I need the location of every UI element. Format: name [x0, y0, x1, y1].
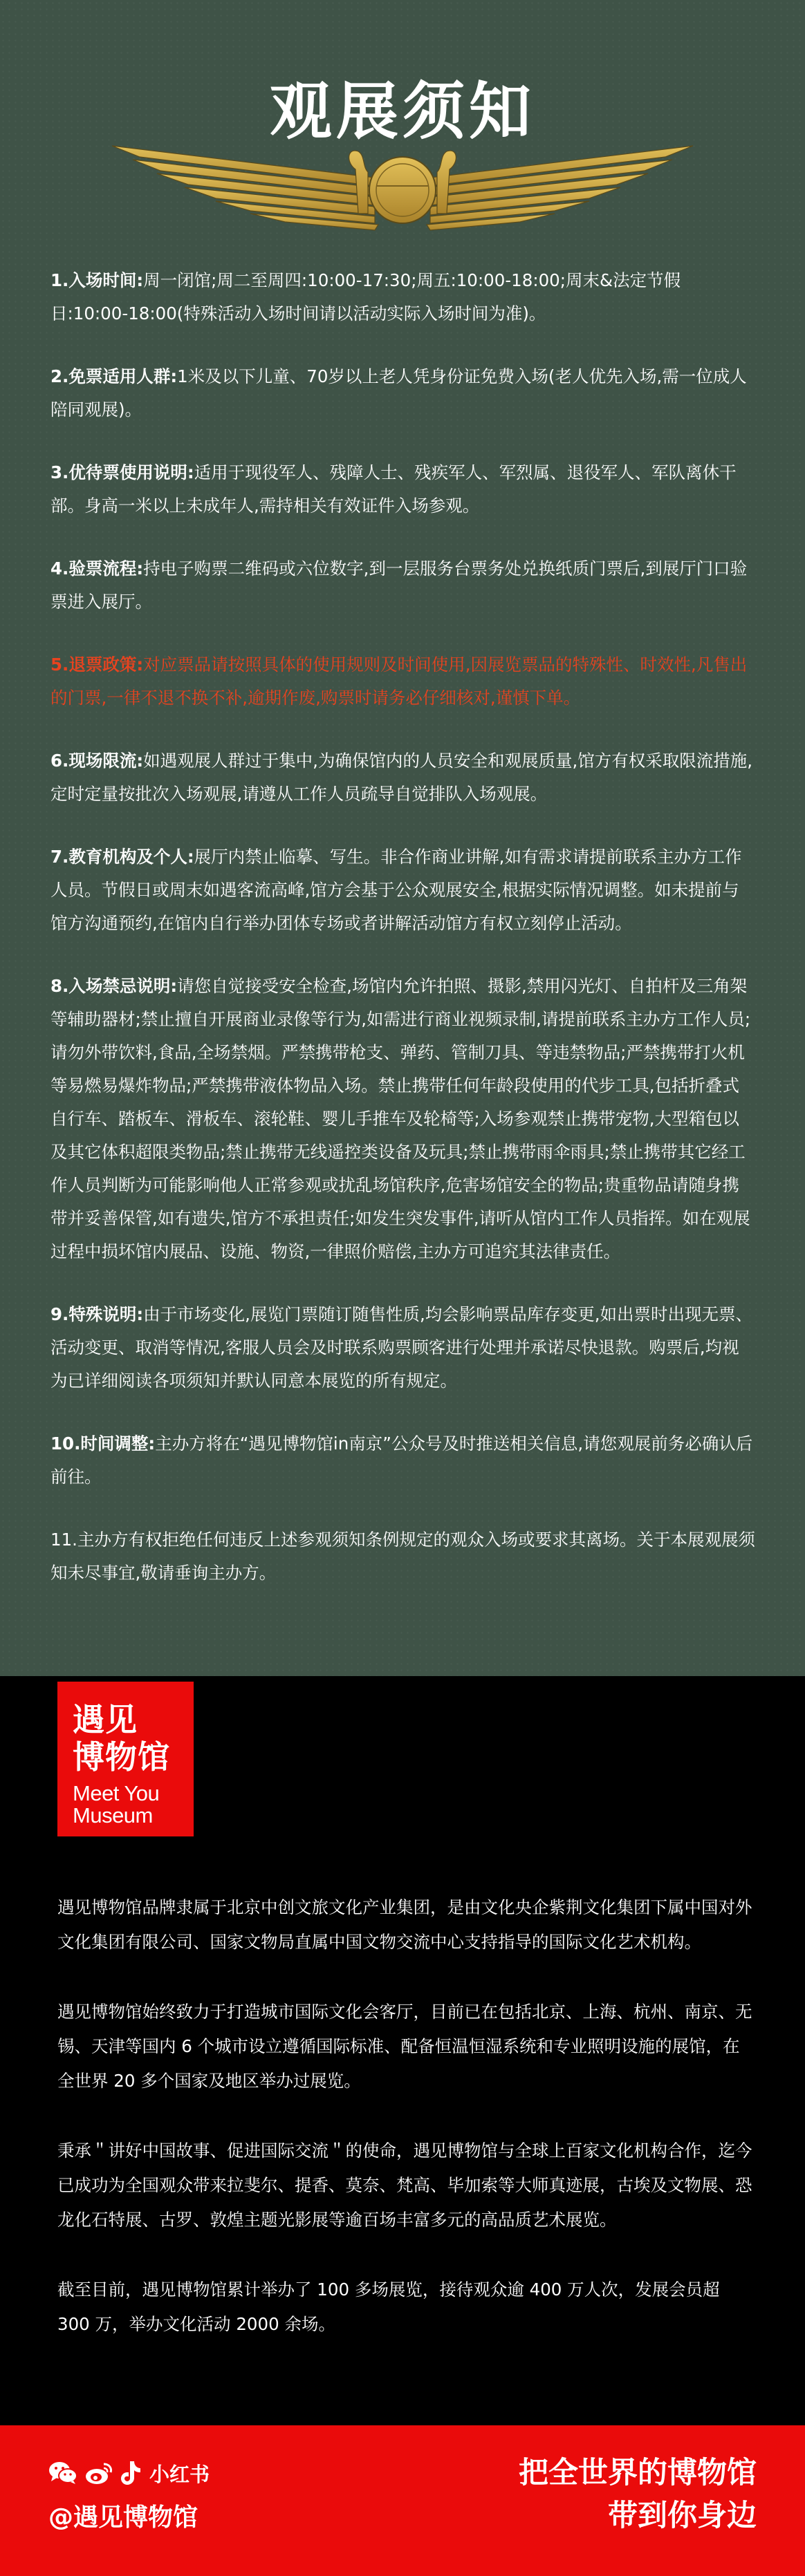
- rule-text: 持电子购票二维码或六位数字,到一层服务台票务处兑换纸质门票后,到展厅门口验票进入展厅。: [50, 558, 748, 612]
- rule-item: [50, 1427, 756, 1494]
- rule-item: [50, 456, 756, 523]
- rule-item: [50, 552, 756, 619]
- about-paragraph: 截至目前，遇见博物馆累计举办了 100 多场展览，接待观众逾 400 万人次，发展会员超 300 万，举办文化活动 2000 余场。: [57, 2279, 720, 2334]
- rule-item: [50, 970, 756, 1268]
- footer: [0, 2425, 805, 2576]
- about-paragraph: 遇见博物馆始终致力于打造城市国际文化会客厅，目前已在包括北京、上海、杭州、南京、无锡、天津等国内 6 个城市设立遵循国际标准、配备恒温恒湿系统和专业照明设施的展馆，在全世界 20 多个国家及地区举办过展览。: [57, 2002, 752, 2091]
- account-handle: @遇见博物馆: [48, 2503, 198, 2532]
- winged-sun-emblem-icon: [112, 142, 693, 245]
- logo-cn-line1: 遇见: [73, 1701, 138, 1738]
- brand-about: [57, 1890, 756, 2377]
- rule-label: 4.验票流程:: [50, 558, 144, 579]
- rule-text: 如遇观展人群过于集中,为确保馆内的人员安全和观展质量,馆方有权采取限流措施,定时定量按批次入场观展,请遵从工作人员疏导自觉排队入场观展。: [50, 751, 753, 804]
- about-paragraph: 遇见博物馆品牌隶属于北京中创文旅文化产业集团，是由文化央企紫荆文化集团下属中国对外文化集团有限公司、国家文物局直属中国文物交流中心支持指导的国际文化艺术机构。: [57, 1897, 752, 1952]
- slogan-line2: 带到你身边: [608, 2499, 757, 2533]
- wechat-icon[interactable]: [48, 2460, 77, 2489]
- rule-item: [50, 360, 756, 426]
- logo-cn-line2: 博物馆: [73, 1738, 170, 1776]
- rule-label: 6.现场限流:: [50, 751, 144, 771]
- rule-text: 展厅内禁止临摹、写生。非合作商业讲解,如有需求请提前联系主办方工作人员。节假日或周末如遇客流高峰,馆方会基于公众观展安全,根据实际情况调整。如未提前与馆方沟通预约,在馆内自行举办团体专场或者讲解活动馆方有权立刻停止活动。: [50, 847, 742, 933]
- page-title: 观展须知: [270, 75, 535, 148]
- rule-text: 1米及以下儿童、70岁以上老人凭身份证免费入场(老人优先入场,需一位成人陪同观展)。: [50, 366, 747, 420]
- about-paragraph: 秉承＂讲好中国故事、促进国际交流＂的使命，遇见博物馆与全球上百家文化机构合作，迄今已成功为全国观众带来拉斐尔、提香、莫奈、梵高、毕加索等大师真迹展，古埃及文物展、恐龙化石特展、古罗、敦煌主题光影展等逾百场丰富多元的高品质艺术展览。: [57, 2141, 752, 2230]
- rule-item: [50, 1298, 756, 1398]
- logo-en-line2: Museum: [73, 1803, 153, 1827]
- brand-logo: [57, 1682, 194, 1836]
- weibo-icon[interactable]: [84, 2460, 113, 2489]
- rule-label: 3.优待票使用说明:: [50, 462, 194, 482]
- rule-text: 对应票品请按照具体的使用规则及时间使用,因展览票品的特殊性、时效性,凡售出的门票,一律不退不换不补,逾期作废,购票时请务必仔细核对,谨慎下单。: [50, 655, 748, 708]
- logo-en-line1: Meet You: [73, 1781, 160, 1805]
- rule-text: 适用于现役军人、残障人士、残疾军人、军烈属、退役军人、军队离休干部。身高一米以上未成年人,需持相关有效证件入场参观。: [50, 462, 737, 516]
- rule-label: 9.特殊说明:: [50, 1304, 144, 1324]
- slogan: [519, 2452, 757, 2537]
- rule-text: 由于市场变化,展览门票随订随售性质,均会影响票品库存变更,如出票时出现无票、活动变更、取消等情况,客服人员会及时联系购票顾客进行处理并承诺尽快退款。购票后,均视为已详细阅读各项须知并默认同意本展览的所有规定。: [50, 1304, 753, 1391]
- rule-item: [50, 744, 756, 811]
- rule-label: 8.入场禁忌说明:: [50, 976, 178, 996]
- rule-item: [50, 264, 756, 330]
- rule-text: 周一闭馆;周二至周四:10:00-17:30;周五:10:00-18:00;周末&法定节假日:10:00-18:00(特殊活动入场时间请以活动实际入场时间为准)。: [50, 270, 681, 323]
- douyin-icon[interactable]: [120, 2460, 141, 2489]
- rule-text: 11.主办方有权拒绝任何违反上述参观须知条例规定的观众入场或要求其离场。关于本展观展须知未尽事宜,敬请垂询主办方。: [50, 1530, 755, 1583]
- rule-label: 1.入场时间:: [50, 270, 144, 290]
- social-icons: [48, 2460, 210, 2489]
- rule-item-refund-warning: [50, 648, 756, 715]
- rule-label: 10.时间调整:: [50, 1433, 156, 1454]
- rules-list: [50, 264, 756, 1619]
- rule-text: 请您自觉接受安全检查,场馆内允许拍照、摄影,禁用闪光灯、自拍杆及三角架等辅助器材;禁止擅自开展商业录像等行为,如需进行商业视频录制,请提前联系主办方工作人员;请勿外带饮料,食品,全场禁烟。严禁携带枪支、弹药、管制刀具、等违禁物品;严禁携带打火机等易燃易爆炸物品;严禁携带液体物品入场。禁止携带任何年龄段使用的代步工具,包括折叠式自行车、踏板车、滑板车、滚轮鞋、婴儿手推车及轮椅等;入场参观禁止携带宠物,大型箱包以及其它体积超限类物品;禁止携带无线遥控类设备及玩具;禁止携带雨伞雨具;禁止携带其它经工作人员判断为可能影响他人正常参观或扰乱场馆秩序,危害场馆安全的物品;贵重物品请随身携带并妥善保管,如有遗失,馆方不承担责任;如发生突发事件,请听从馆内工作人员指挥。如在观展过程中损坏馆内展品、设施、物资,一律照价赔偿,主办方可追究其法律责任。: [50, 976, 751, 1261]
- rule-label: 5.退票政策:: [50, 655, 144, 675]
- rule-text: 主办方将在“遇见博物馆in南京”公众号及时推送相关信息,请您观展前务必确认后前往。: [50, 1433, 753, 1487]
- rule-item: [50, 1523, 756, 1590]
- rule-item: [50, 840, 756, 940]
- rule-label: 7.教育机构及个人:: [50, 847, 194, 867]
- rule-label: 2.免票适用人群:: [50, 366, 178, 386]
- slogan-line1: 把全世界的博物馆: [519, 2456, 757, 2490]
- xiaohongshu-label[interactable]: 小红书: [149, 2463, 210, 2486]
